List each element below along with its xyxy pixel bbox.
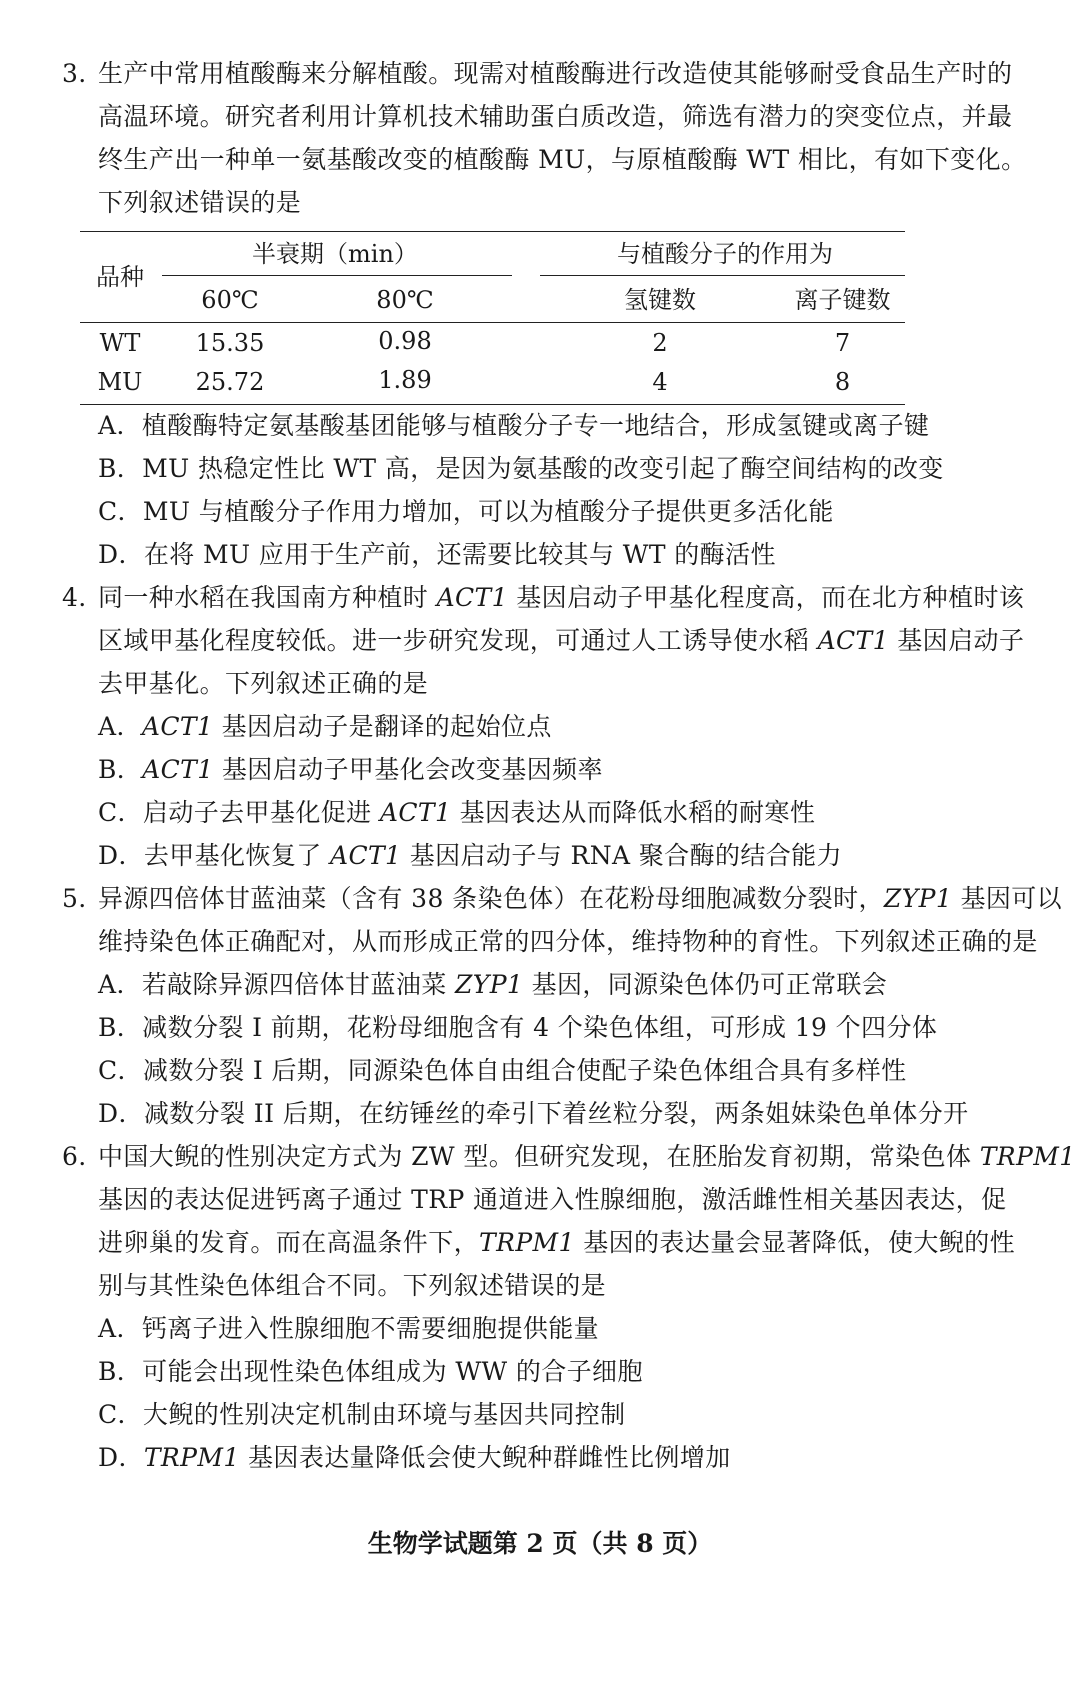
option-c: C．大鲵的性别决定机制由环境与基因共同控制 (98, 1400, 626, 1429)
text-run: 进卵巢的发育。而在高温条件下， (98, 1228, 480, 1257)
gene-name: ACT1 (436, 583, 508, 612)
question-text-line: 生产中常用植酸酶来分解植酸。现需对植酸酶进行改造使其能够耐受食品生产时的 (98, 59, 1013, 88)
question-number: 6. (62, 1142, 87, 1171)
table-cell-60c: 15.35 (195, 329, 265, 357)
text-run: 基因启动子甲基化会改变基因频率 (213, 755, 603, 784)
option-d (98, 840, 842, 872)
text-run: 基因，同源染色体仍可正常联会 (523, 970, 888, 999)
table-sub-rule (540, 275, 905, 276)
option-a (98, 711, 552, 743)
option-d: D．减数分裂 II 后期，在纺锤丝的牵引下着丝粒分裂，两条姐妹染色单体分开 (98, 1099, 969, 1128)
text-run: A． (98, 712, 142, 741)
text-run: 基因启动子 (888, 626, 1025, 655)
table-cell-ionic: 7 (834, 329, 851, 357)
option-c (98, 797, 815, 829)
option-b: B．减数分裂 I 前期，花粉母细胞含有 4 个染色体组，可形成 19 个四分体 (98, 1013, 938, 1042)
option-a: A．植酸酶特定氨基酸基团能够与植酸分子专一地结合，形成氢键或离子键 (98, 411, 930, 440)
text-run: A．若敲除异源四倍体甘蓝油菜 (98, 970, 456, 999)
question-text-line: 下列叙述错误的是 (98, 188, 302, 217)
question-text-line: 高温环境。研究者利用计算机技术辅助蛋白质改造，筛选有潜力的突变位点，并最 (98, 102, 1013, 131)
gene-name: ACT1 (141, 712, 214, 741)
text-run: C．启动子去甲基化促进 (98, 798, 380, 827)
option-b: B．可能会出现性染色体组成为 WW 的合子细胞 (98, 1357, 643, 1386)
table-subheader-60c: 60℃ (201, 286, 259, 314)
question-text-line (98, 582, 1024, 614)
gene-name: ACT1 (330, 841, 402, 870)
text-run: 中国大鲵的性别决定方式为 ZW 型。但研究发现，在胚胎发育初期，常染色体 (98, 1142, 980, 1171)
table-subheader-ionic: 离子键数 (794, 286, 891, 314)
table-subheader-hbond: 氢键数 (624, 286, 696, 314)
gene-name: TRPM1 (979, 1142, 1076, 1171)
text-run: B． (98, 755, 143, 784)
table-cell-80c: 0.98 (378, 327, 432, 355)
text-run: 基因启动子与 RNA 聚合酶的结合能力 (401, 841, 842, 870)
gene-name: ACT1 (142, 755, 214, 784)
table-cell-variety: MU (97, 368, 143, 396)
text-run: 基因启动子甲基化程度高，而在北方种植时该 (507, 583, 1025, 612)
option-d: D．在将 MU 应用于生产前，还需要比较其与 WT 的酶活性 (98, 540, 776, 569)
question-text-line: 别与其性染色体组合不同。下列叙述错误的是 (98, 1271, 607, 1300)
table-cell-variety: WT (99, 329, 141, 357)
gene-name: ACT1 (379, 798, 452, 827)
table-header-halflife: 半衰期（min） (252, 240, 418, 268)
option-a: A．钙离子进入性腺细胞不需要细胞提供能量 (98, 1314, 600, 1343)
text-run: D． (98, 1443, 144, 1472)
option-c: C．减数分裂 I 后期，同源染色体自由组合使配子染色体组合具有多样性 (98, 1056, 907, 1085)
question-text-line: 终生产出一种单一氨基酸改变的植酸酶 MU，与原植酸酶 WT 相比，有如下变化。 (98, 145, 1027, 174)
text-run: 基因表达量降低会使大鲵种群雌性比例增加 (239, 1443, 731, 1472)
question-number: 5. (62, 884, 87, 913)
question-text-line (98, 1227, 1015, 1259)
option-a (98, 969, 887, 1001)
option-b: B．MU 热稳定性比 WT 高，是因为氨基酸的改变引起了酶空间结构的改变 (98, 454, 944, 483)
table-cell-hbond: 4 (652, 368, 668, 396)
question-text-line (98, 883, 1062, 915)
table-subheader-80c: 80℃ (376, 286, 434, 314)
text-run: 基因的表达量会显著降低，使大鲵的性 (574, 1228, 1015, 1257)
option-c: C．MU 与植酸分子作用力增加，可以为植酸分子提供更多活化能 (98, 497, 834, 526)
question-number: 3. (62, 59, 87, 88)
gene-name: TRPM1 (143, 1443, 240, 1472)
table-cell-60c: 25.72 (195, 368, 265, 396)
text-run: 区域甲基化程度较低。进一步研究发现，可通过人工诱导使水稻 (98, 626, 818, 655)
table-header-interaction: 与植酸分子的作用为 (617, 240, 833, 268)
table-cell-hbond: 2 (652, 329, 668, 357)
table-sub-rule (162, 275, 512, 276)
gene-name: ACT1 (817, 626, 889, 655)
gene-name: TRPM1 (479, 1228, 575, 1257)
question-text-line: 维持染色体正确配对，从而形成正常的四分体，维持物种的育性。下列叙述正确的是 (98, 927, 1038, 956)
text-run: 异源四倍体甘蓝油菜（含有 38 条染色体）在花粉母细胞减数分裂时， (98, 884, 884, 913)
text-run: 基因启动子是翻译的起始位点 (213, 712, 552, 741)
option-d (98, 1442, 731, 1474)
text-run: 基因表达从而降低水稻的耐寒性 (451, 798, 816, 827)
table-header-rule (80, 322, 905, 323)
question-text-line: 去甲基化。下列叙述正确的是 (98, 669, 429, 698)
gene-name: ZYP1 (455, 970, 524, 999)
question-text-line (98, 625, 1024, 657)
option-b (98, 754, 603, 786)
text-run: D．去甲基化恢复了 (98, 841, 330, 870)
text-run: 同一种水稻在我国南方种植时 (98, 583, 437, 612)
gene-name: ZYP1 (883, 884, 953, 913)
table-cell-80c: 1.89 (378, 366, 432, 394)
page-footer: 生物学试题第 2 页（共 8 页） (367, 1529, 713, 1558)
table-header-variety: 品种 (96, 263, 144, 291)
table-cell-ionic: 8 (834, 368, 851, 396)
question-number: 4. (62, 583, 87, 612)
table-top-rule (80, 231, 905, 232)
question-text-line (98, 1141, 1076, 1173)
text-run: 基因可以 (952, 884, 1063, 913)
question-text-line: 基因的表达促进钙离子通过 TRP 通道进入性腺细胞，激活雌性相关基因表达，促 (98, 1185, 1007, 1214)
table-bottom-rule (80, 404, 905, 405)
